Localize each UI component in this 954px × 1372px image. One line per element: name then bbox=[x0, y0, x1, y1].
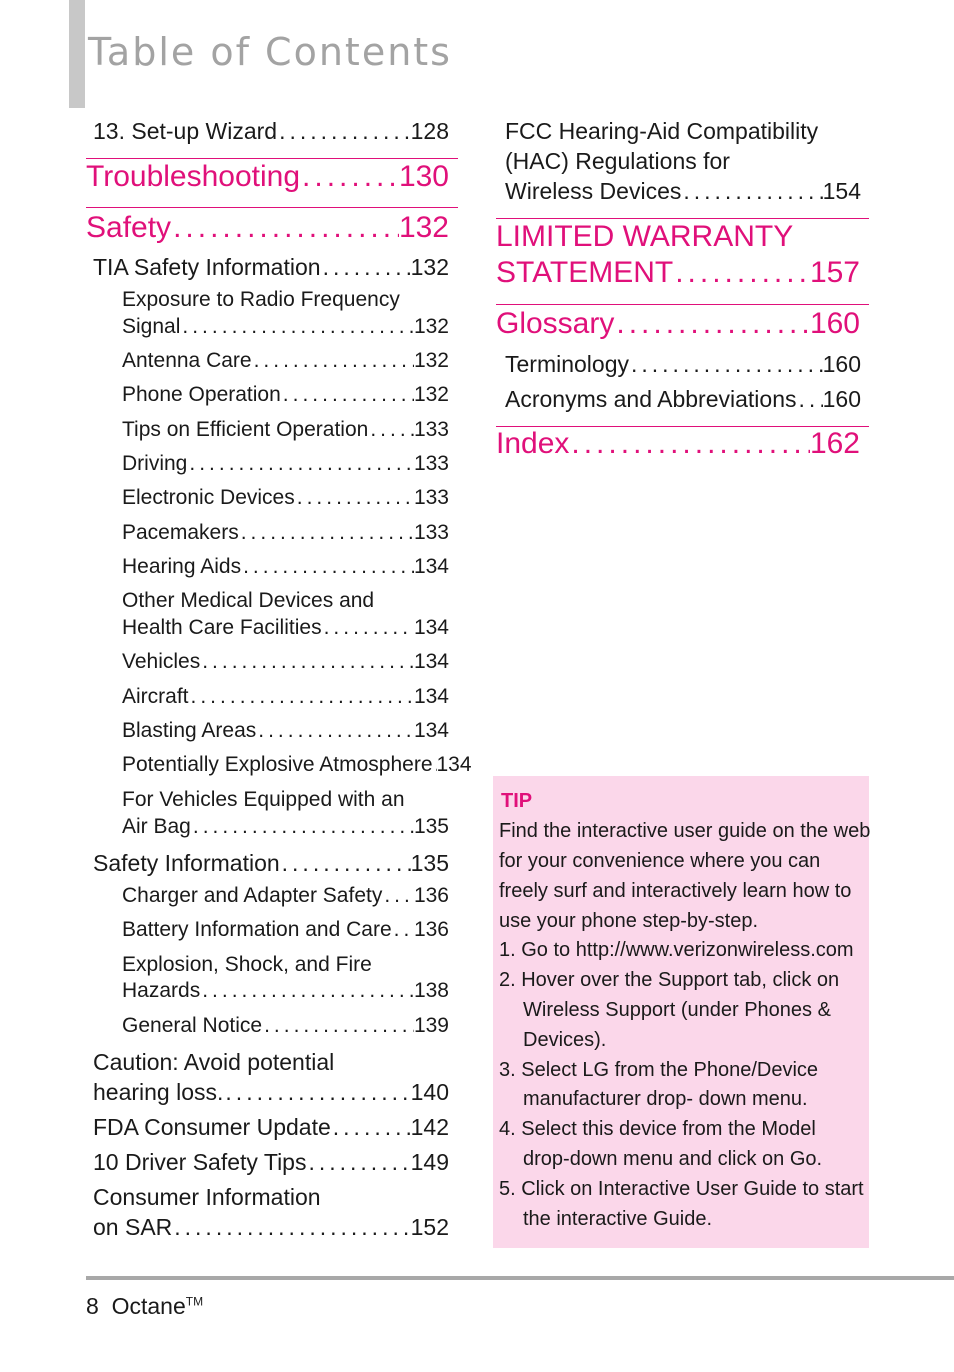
toc-entry-text: Explosion, Shock, and Fire bbox=[122, 953, 372, 976]
toc-section-safety[interactable]: Safety ..... 132 bbox=[86, 211, 449, 245]
toc-entry-battery-care[interactable]: Battery Information and Care ..... 136 bbox=[122, 918, 449, 942]
toc-entry-radio-frequency[interactable]: Signal ..... 132 bbox=[122, 315, 449, 339]
toc-entry-electronic-devices[interactable]: Electronic Devices ..... 133 bbox=[122, 486, 449, 510]
toc-entry-text: Other Medical Devices and bbox=[122, 589, 375, 612]
page-title: Table of Contents bbox=[88, 30, 452, 74]
toc-entry-tia-safety[interactable]: TIA Safety Information ..... 132 bbox=[93, 254, 449, 281]
toc-entry-charger-safety[interactable]: Charger and Adapter Safety ..... 136 bbox=[122, 884, 449, 908]
section-divider bbox=[86, 158, 458, 159]
trademark-symbol: TM bbox=[185, 1294, 204, 1309]
toc-entry-general-notice[interactable]: General Notice ..... 139 bbox=[122, 1014, 449, 1038]
footer-divider bbox=[86, 1276, 954, 1280]
toc-entry-text: For Vehicles Equipped with an bbox=[122, 788, 405, 811]
tip-step-3: 3. Select LG from the Phone/Device bbox=[499, 1059, 819, 1081]
toc-entry-efficient-operation[interactable]: Tips on Efficient Operation ..... 133 bbox=[122, 418, 449, 442]
toc-entry-phone-operation[interactable]: Phone Operation ..... 132 bbox=[122, 383, 449, 407]
toc-entry-safety-information[interactable]: Safety Information ..... 135 bbox=[93, 850, 449, 877]
page-footer bbox=[86, 1293, 203, 1320]
toc-entry-acronyms[interactable]: Acronyms and Abbreviations ..... 160 bbox=[505, 386, 861, 413]
toc-entry-pacemakers[interactable]: Pacemakers ..... 133 bbox=[122, 521, 449, 545]
toc-section-text: LIMITED WARRANTY bbox=[496, 220, 794, 253]
toc-entry-fda-update[interactable]: FDA Consumer Update ..... 142 bbox=[93, 1114, 449, 1141]
toc-entry-antenna-care[interactable]: Antenna Care ..... 132 bbox=[122, 349, 449, 373]
toc-entry-health-care[interactable]: Health Care Facilities ..... 134 bbox=[122, 616, 449, 640]
toc-entry-driver-safety-tips[interactable]: 10 Driver Safety Tips ..... 149 bbox=[93, 1149, 449, 1176]
toc-entry-text: (HAC) Regulations for bbox=[505, 148, 730, 174]
tip-text-line: drop-down menu and click on Go. bbox=[523, 1148, 823, 1170]
toc-entry-text: Consumer Information bbox=[93, 1184, 321, 1210]
tip-step-1: 1. Go to http://www.verizonwireless.com bbox=[499, 939, 854, 961]
toc-entry-setup-wizard[interactable]: 13. Set-up Wizard ..... 128 bbox=[93, 118, 449, 145]
section-divider bbox=[496, 304, 869, 305]
toc-entry-vehicles[interactable]: Vehicles ..... 134 bbox=[122, 650, 449, 674]
tip-text-line: freely surf and interactively learn how to bbox=[499, 880, 852, 902]
toc-entry-wireless-devices[interactable]: Wireless Devices ..... 154 bbox=[505, 178, 861, 205]
section-divider bbox=[496, 218, 869, 219]
toc-entry-driving[interactable]: Driving ..... 133 bbox=[122, 452, 449, 476]
tip-box bbox=[493, 776, 869, 1248]
tip-step-2: 2. Hover over the Support tab, click on bbox=[499, 969, 840, 991]
toc-entry-air-bag[interactable]: Air Bag ..... 135 bbox=[122, 815, 449, 839]
toc-entry-explosive-atmosphere[interactable]: Potentially Explosive Atmosphere ..... 134 bbox=[122, 753, 449, 777]
tip-step-5: 5. Click on Interactive User Guide to start bbox=[499, 1178, 864, 1200]
toc-entry-hazards[interactable]: Hazards ..... 138 bbox=[122, 979, 449, 1003]
toc-entry-text: Caution: Avoid potential bbox=[93, 1049, 335, 1075]
tip-heading: TIP bbox=[501, 790, 533, 812]
toc-entry-blasting-areas[interactable]: Blasting Areas ..... 134 bbox=[122, 719, 449, 743]
product-name: Octane bbox=[111, 1293, 186, 1319]
toc-entry-text: Exposure to Radio Frequency bbox=[122, 288, 400, 311]
tip-text-line: the interactive Guide. bbox=[523, 1208, 712, 1230]
toc-entry-aircraft[interactable]: Aircraft ..... 134 bbox=[122, 685, 449, 709]
tip-step-4: 4. Select this device from the Model bbox=[499, 1118, 816, 1140]
toc-section-index[interactable]: Index ..... 162 bbox=[496, 427, 860, 461]
toc-entry-sar[interactable]: on SAR ..... 152 bbox=[93, 1214, 449, 1241]
toc-section-limited-warranty[interactable]: STATEMENT ..... 157 bbox=[496, 256, 860, 290]
tip-text-line: Devices). bbox=[523, 1029, 607, 1051]
tip-text-line: use your phone step-by-step. bbox=[499, 910, 759, 932]
toc-entry-text: FCC Hearing-Aid Compatibility bbox=[505, 118, 819, 144]
toc-entry-hearing-aids[interactable]: Hearing Aids ..... 134 bbox=[122, 555, 449, 579]
tip-text-line: for your convenience where you can bbox=[499, 850, 821, 872]
title-side-bar bbox=[69, 0, 85, 108]
toc-entry-terminology[interactable]: Terminology ..... 160 bbox=[505, 351, 861, 378]
toc-entry-hearing-loss[interactable]: hearing loss. ..... 140 bbox=[93, 1079, 449, 1106]
page-number: 8 bbox=[86, 1293, 99, 1319]
tip-text-line: Wireless Support (under Phones & bbox=[523, 999, 831, 1021]
section-divider bbox=[86, 207, 458, 208]
tip-text-line: Find the interactive user guide on the web bbox=[499, 820, 871, 842]
toc-section-glossary[interactable]: Glossary ..... 160 bbox=[496, 307, 860, 341]
toc-section-troubleshooting[interactable]: Troubleshooting ..... 130 bbox=[86, 160, 449, 194]
tip-text-line: manufacturer drop- down menu. bbox=[523, 1088, 808, 1110]
